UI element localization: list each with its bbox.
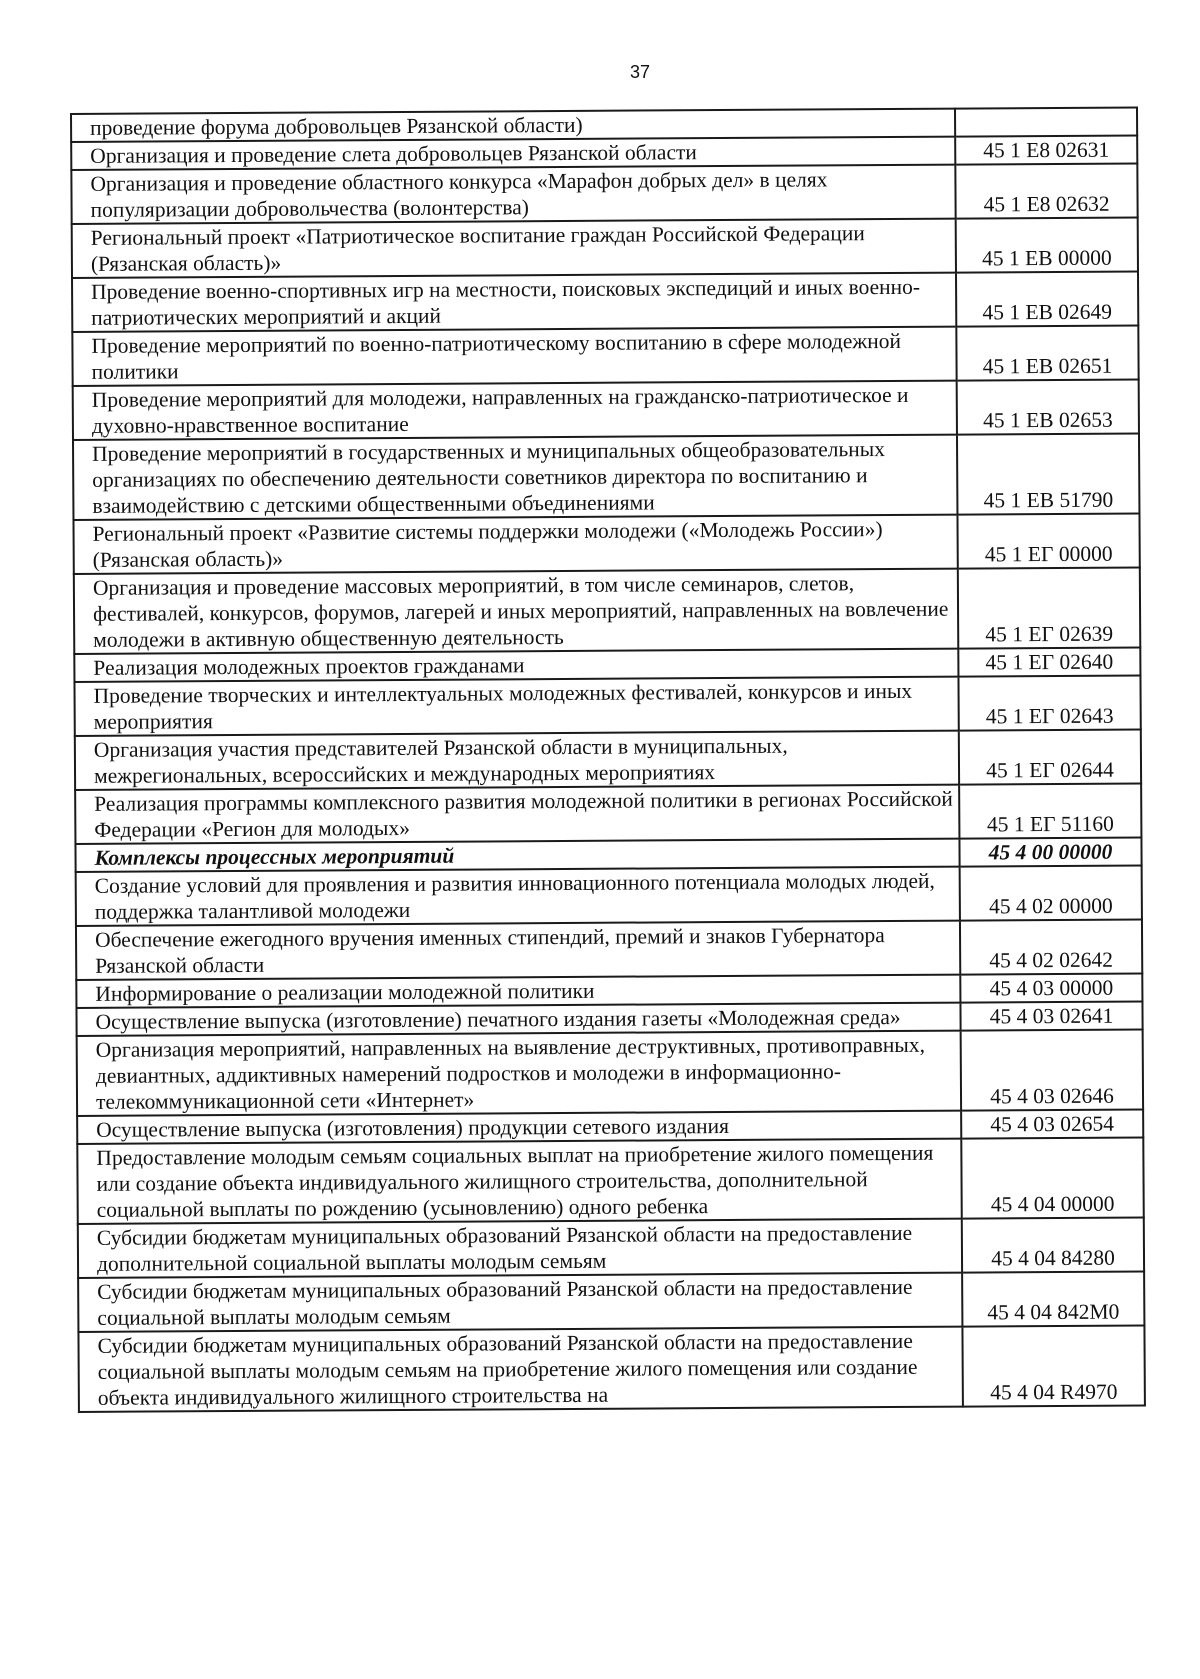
row-code-cell: 45 4 04 842М0: [962, 1271, 1144, 1326]
table-row: [78, 1325, 1144, 1412]
row-name-cell: Проведение мероприятий для молодежи, направленных на гражданско-патриотическое и духовно-нравственное воспитание: [73, 381, 957, 440]
row-name-cell: Проведение мероприятий по военно-патриотическому воспитанию в сфере молодежной политики: [72, 327, 956, 386]
row-code-cell: 45 4 02 02642: [960, 919, 1142, 974]
row-name-cell: Проведение военно-спортивных игр на местности, поисковых экспедиций и иных военно-патриотических мероприятий и акций: [72, 273, 956, 332]
row-code-cell: 45 1 ЕГ 02639: [958, 567, 1140, 648]
row-code-cell: 45 1 ЕГ 00000: [957, 513, 1139, 568]
row-name-cell: Информирование о реализации молодежной политики: [76, 975, 960, 1008]
row-code-cell: 45 4 00 00000: [959, 837, 1141, 866]
row-name-cell: Осуществление выпуска (изготовления) продукции сетевого издания: [77, 1111, 961, 1144]
row-name-cell: Субсидии бюджетам муниципальных образований Рязанской области на предоставление дополнительной социальной выплаты молодым семьям: [78, 1219, 962, 1278]
row-code-cell: 45 4 03 02654: [961, 1109, 1143, 1138]
row-code-cell: 45 4 04 00000: [961, 1137, 1143, 1218]
row-name-cell: Проведение мероприятий в государственных и муниципальных общеобразовательных организациях по обеспечению деятельности советников директора по воспитанию и взаимодействию с детскими общественными объединениями: [73, 435, 957, 520]
row-name-cell: Комплексы процессных мероприятий: [75, 839, 959, 872]
row-code-cell: 45 1 ЕГ 02643: [958, 675, 1140, 730]
row-code-cell: 45 1 Е8 02632: [955, 163, 1137, 218]
row-name-cell: Реализация молодежных проектов гражданами: [74, 649, 958, 682]
row-code-cell: 45 1 ЕВ 51790: [957, 433, 1139, 514]
row-name-cell: Создание условий для проявления и развития инновационного потенциала молодых людей, поддержка талантливой молодежи: [76, 867, 960, 926]
row-code-cell: 45 1 ЕГ 02640: [958, 647, 1140, 676]
row-name-cell: Региональный проект «Патриотическое воспитание граждан Российской Федерации (Рязанская область)»: [72, 219, 956, 278]
row-name-cell: Организация и проведение массовых мероприятий, в том числе семинаров, слетов, фестивалей, конкурсов, форумов, лагерей и иных мероприятий, направленных на вовлечение молодежи в активную общественную деятельность: [74, 569, 958, 654]
table-row: [73, 379, 1139, 440]
row-code-cell: 45 4 03 02646: [961, 1029, 1143, 1110]
row-code-cell: 45 4 04 84280: [962, 1217, 1144, 1272]
page-number: 37: [629, 62, 651, 82]
row-code-cell: 45 1 ЕВ 00000: [956, 217, 1138, 272]
table-row: [74, 567, 1140, 654]
row-name-cell: Осуществление выпуска (изготовление) печатного издания газеты «Молодежная среда»: [76, 1003, 960, 1036]
row-code-cell: 45 1 Е8 02631: [955, 135, 1137, 164]
table-row: [78, 1217, 1144, 1278]
row-code-cell: 45 1 ЕГ 02644: [959, 729, 1141, 784]
table-row: [75, 783, 1141, 844]
row-code-cell: 45 4 02 00000: [960, 865, 1142, 920]
table-row: [76, 865, 1142, 926]
row-name-cell: Организация участия представителей Рязанской области в муниципальных, межрегиональных, всероссийских и международных мероприятиях: [75, 731, 959, 790]
row-code-cell: 45 1 ЕВ 02651: [956, 325, 1138, 380]
row-code-cell: 45 4 03 02641: [960, 1001, 1142, 1030]
row-name-cell: проведение форума добровольцев Рязанской области): [71, 109, 955, 142]
table-row: [75, 729, 1141, 790]
row-name-cell: Организация мероприятий, направленных на выявление деструктивных, противоправных, девиантных, аддиктивных намерений подростков и молодежи в информационно-телекоммуникационной сети «Интернет»: [77, 1031, 961, 1116]
row-code-cell: 45 1 ЕГ 51160: [959, 783, 1141, 838]
table-row: [72, 271, 1138, 332]
table-row: [73, 513, 1139, 574]
budget-classification-table: [70, 106, 1146, 1412]
row-name-cell: Субсидии бюджетам муниципальных образований Рязанской области на предоставление социальной выплаты молодым семьям на приобретение жилого помещения или создание объекта индивидуального жилищного строительства на: [78, 1327, 962, 1412]
row-code-cell: 45 4 03 00000: [960, 973, 1142, 1002]
row-name-cell: Обеспечение ежегодного вручения именных стипендий, премий и знаков Губернатора Рязанской области: [76, 921, 960, 980]
row-name-cell: Проведение творческих и интеллектуальных молодежных фестивалей, конкурсов и иных мероприятия: [74, 677, 958, 736]
row-name-cell: Субсидии бюджетам муниципальных образований Рязанской области на предоставление социальной выплаты молодым семьям: [78, 1273, 962, 1332]
row-name-cell: Реализация программы комплексного развития молодежной политики в регионах Российской Федерации «Регион для молодых»: [75, 785, 959, 844]
table-body: [71, 107, 1145, 1411]
row-name-cell: Организация и проведение слета добровольцев Рязанской области: [71, 137, 955, 170]
row-name-cell: Организация и проведение областного конкурса «Марафон добрых дел» в целях популяризации добровольчества (волонтерства): [71, 165, 955, 224]
row-code-cell: [955, 107, 1137, 136]
row-name-cell: Региональный проект «Развитие системы поддержки молодежи («Молодежь России») (Рязанская область)»: [73, 515, 957, 574]
table-row: [71, 163, 1137, 224]
table-row: [72, 325, 1138, 386]
row-name-cell: Предоставление молодым семьям социальных выплат на приобретение жилого помещения или создание объекта индивидуального жилищного строительства, дополнительной социальной выплаты по рождению (усыновлению) одного ребенка: [77, 1139, 961, 1224]
table-row: [72, 217, 1138, 278]
table-row: [77, 1029, 1143, 1116]
row-code-cell: 45 1 ЕВ 02653: [957, 379, 1139, 434]
table-row: [76, 919, 1142, 980]
table-row: [74, 675, 1140, 736]
table-row: [77, 1137, 1143, 1224]
row-code-cell: 45 1 ЕВ 02649: [956, 271, 1138, 326]
table-row: [73, 433, 1139, 520]
table-row: [78, 1271, 1144, 1332]
row-code-cell: 45 4 04 R4970: [962, 1325, 1144, 1406]
